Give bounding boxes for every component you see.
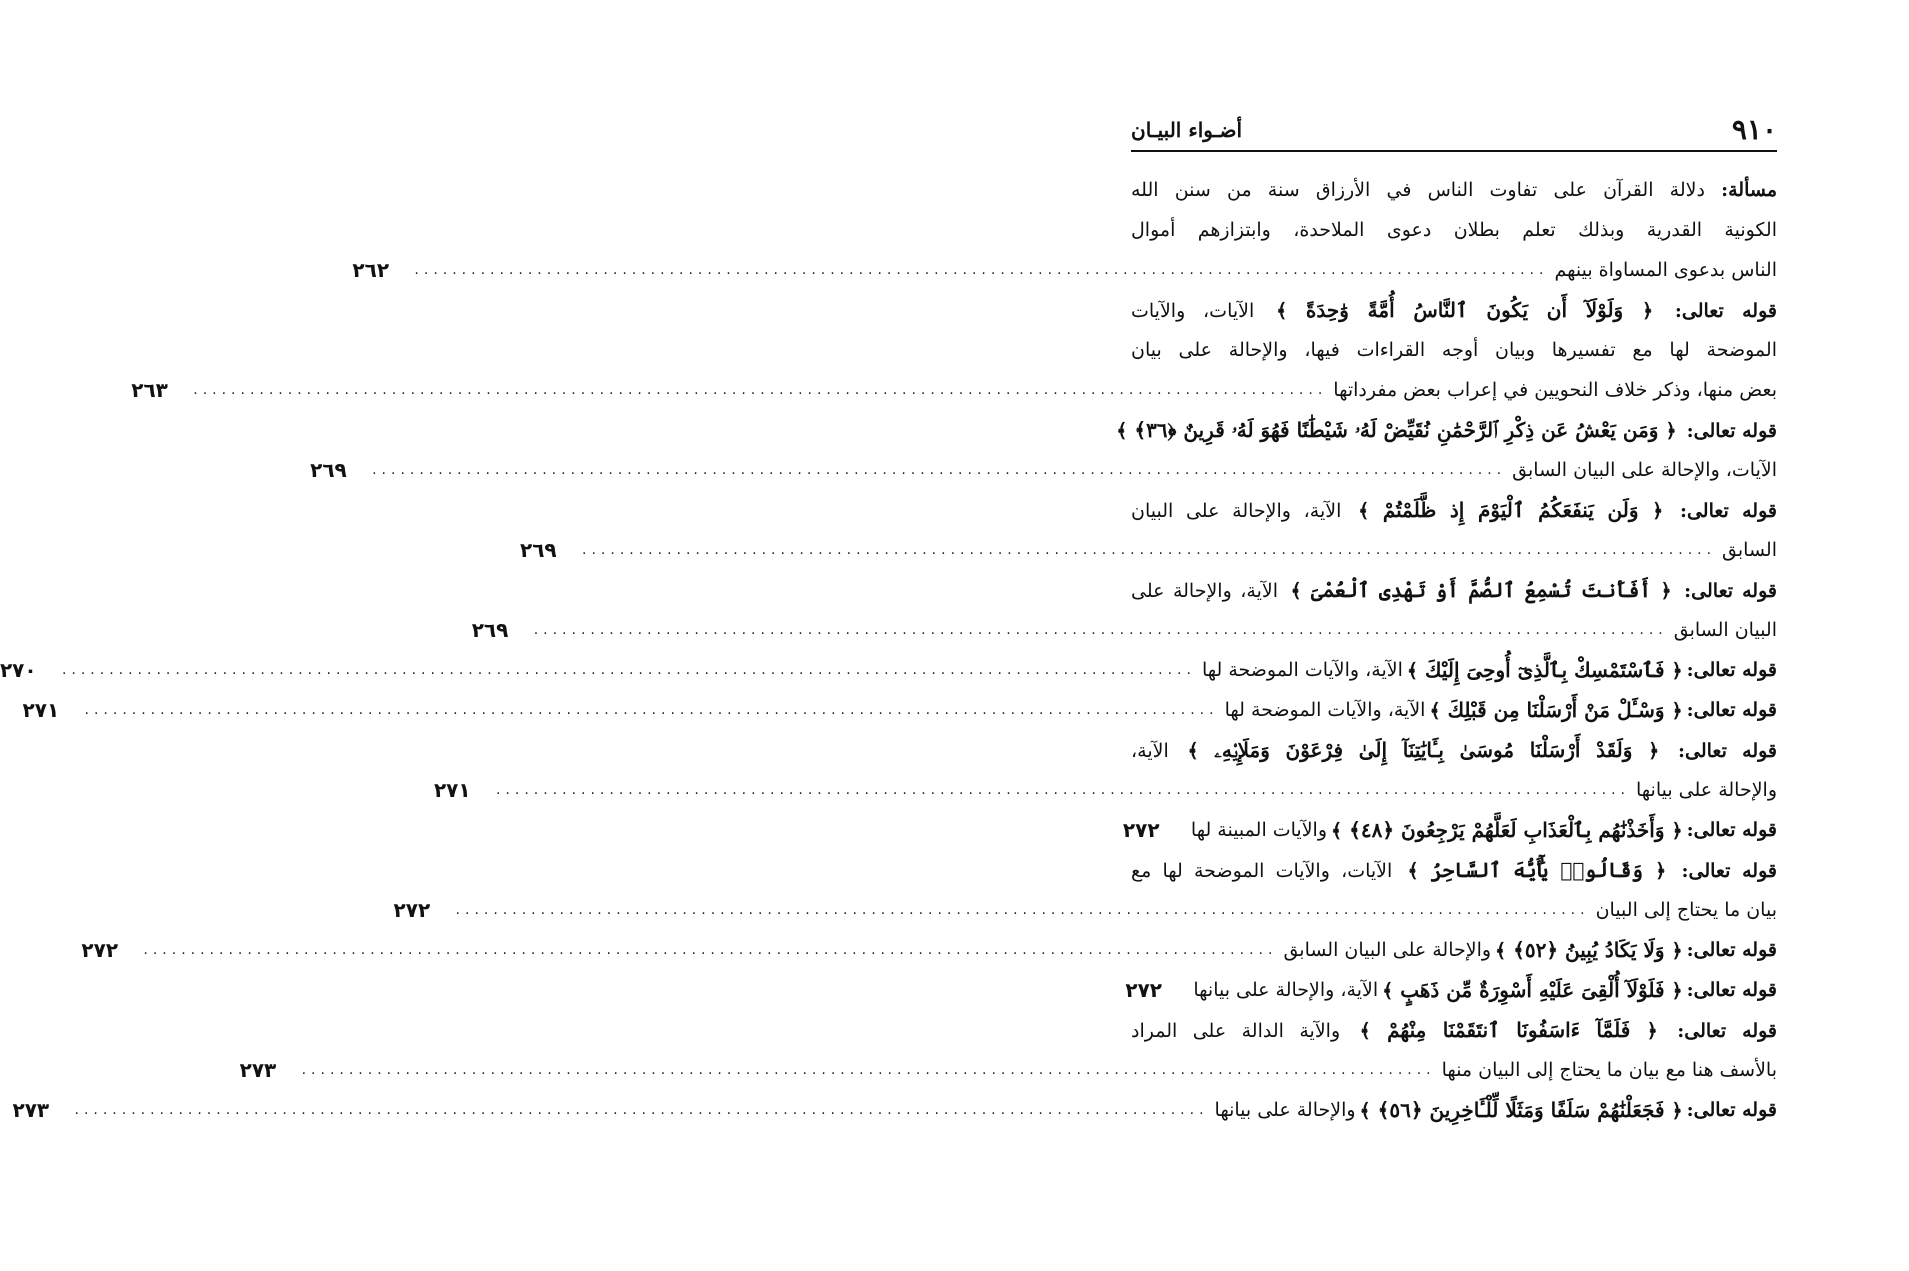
verse-text: وَقَالُوا۟ يَٰٓأَيُّهَ ٱلسَّاحِرُ <box>1430 857 1644 882</box>
verse-close-bracket: ﴾ <box>1429 699 1441 722</box>
verse-open-bracket: ﴿ <box>1655 859 1667 882</box>
verse-close-bracket: ﴾ <box>1116 419 1128 442</box>
entry-text: الكونية القدرية وبذلك تعلم بطلان دعوى الملاحدة، وابتزازهم أموال <box>1131 219 1777 241</box>
dot-leader: ........................................................................................................................ <box>61 662 1196 678</box>
entry-line <box>1131 490 1777 530</box>
entry-line <box>1116 410 1777 450</box>
entry-lead: قوله تعالى: <box>1686 419 1777 442</box>
entry-line <box>520 530 1777 570</box>
page-reference: ٢٧٠ <box>0 658 37 682</box>
page-reference: ٢٧٢ <box>81 938 119 962</box>
entry-line <box>352 250 1777 290</box>
page-reference: ٢٦٢ <box>352 258 390 282</box>
verse-text: وَلَقَدْ أَرْسَلْنَا مُوسَىٰ بِـَٔايَٰتِنَآ إِلَىٰ فِرْعَوْنَ وَمَلَإِي۟هِۦ <box>1214 737 1633 762</box>
quran-verse <box>1378 970 1687 1011</box>
quran-verse <box>1286 578 1675 602</box>
dot-leader: ........................................................................................................................ <box>84 702 1219 718</box>
page-reference: ٢٦٩ <box>520 538 557 562</box>
verse-open-bracket: ﴿ <box>1671 699 1683 722</box>
entry-after-verse: الآية، <box>1131 739 1169 762</box>
verse-open-bracket: ﴿ <box>1641 299 1654 322</box>
page-reference: ٢٦٣ <box>131 378 168 402</box>
page-reference: ٢٧٢ <box>1125 978 1162 1002</box>
entry-first-line <box>1131 490 1777 531</box>
verse-text: أَفَأَنتَ تُسْمِعُ ٱلصُّمَّ أَوْ تَهْدِى ٱلْعُمْىَ <box>1311 577 1652 602</box>
entry-lead: قوله تعالى: <box>1677 739 1778 762</box>
index-entries <box>0 170 1778 1130</box>
verse-close-bracket: ﴾ <box>1407 859 1419 882</box>
index-entry <box>1125 970 1777 1010</box>
entry-text: دلالة القرآن على تفاوت الناس في الأرزاق سنة من سنن الله <box>1131 179 1705 201</box>
quran-verse <box>1356 1090 1687 1131</box>
index-entry <box>471 570 1777 650</box>
quran-verse <box>1354 498 1667 522</box>
verse-open-bracket: ﴿ <box>1646 1019 1658 1042</box>
dot-leader: ........................................................................................................................ <box>495 782 1630 798</box>
page-number: ٩١٠ <box>1731 113 1777 146</box>
page-reference: ٢٦٩ <box>310 458 347 482</box>
entry-lead: قوله تعالى: <box>1684 579 1777 602</box>
index-entry <box>393 850 1777 930</box>
running-title: أضـواء البيـان <box>1131 118 1243 142</box>
entry-first-line <box>1131 570 1777 611</box>
verse-text: وَلَا يَكَادُ يُبِينُ ﴿٥٢﴾ <box>1513 937 1665 962</box>
entry-line <box>1131 1010 1777 1050</box>
entry-first-line <box>1131 850 1777 891</box>
page-reference: ٢٧٢ <box>393 898 431 922</box>
dot-leader: ........................................................................................................................ <box>533 622 1668 638</box>
verse-open-bracket: ﴿ <box>1671 819 1683 842</box>
verse-open-bracket: ﴿ <box>1671 979 1683 1002</box>
entry-first-line <box>1131 170 1777 210</box>
entry-after-verse: الآية، والإحالة على <box>1131 579 1278 602</box>
dot-leader: ........................................................................................................................ <box>414 262 1549 278</box>
dot-leader: ........................................................................................................................ <box>582 542 1717 558</box>
entry-tail: والآيات المبينة لها <box>1190 819 1328 841</box>
dot-leader: ........................................................................................................................ <box>372 462 1507 478</box>
verse-close-bracket: ﴾ <box>1359 1019 1371 1042</box>
verse-open-bracket: ﴿ <box>1660 579 1672 602</box>
verse-close-bracket: ﴾ <box>1276 299 1288 322</box>
page-reference: ٢٧٣ <box>12 1098 50 1122</box>
entry-line <box>1131 170 1777 210</box>
entry-line <box>1122 810 1777 850</box>
entry-line <box>1131 330 1777 370</box>
entry-line <box>1131 290 1777 330</box>
page-reference: ٢٧١ <box>433 778 471 802</box>
entry-line <box>81 930 1777 970</box>
entry-tail: الآية، والآيات الموضحة لها <box>1224 699 1426 721</box>
entry-text: السابق <box>1722 539 1777 561</box>
entry-lead: قوله تعالى: <box>1686 699 1777 721</box>
verse-open-bracket: ﴿ <box>1671 1099 1683 1122</box>
entry-lead: قوله تعالى: <box>1686 659 1777 681</box>
dot-leader: ........................................................................................................................ <box>301 1062 1436 1078</box>
verse-open-bracket: ﴿ <box>1648 739 1660 762</box>
index-entry <box>22 690 1777 730</box>
entry-line <box>1131 850 1777 890</box>
quran-verse <box>1491 930 1687 971</box>
entry-text: الناس بدعوى المساواة بينهم <box>1554 259 1777 281</box>
index-entry <box>352 170 1777 290</box>
entry-line <box>1131 570 1777 610</box>
quran-verse <box>1403 858 1670 882</box>
entry-lead: قوله تعالى: <box>1677 1019 1778 1042</box>
dot-leader: ........................................................................................................................ <box>74 1102 1209 1118</box>
entry-lead: قوله تعالى: <box>1674 299 1777 322</box>
quran-verse <box>1425 690 1686 731</box>
entry-first-line <box>1131 730 1777 771</box>
entry-line <box>0 650 1777 690</box>
verse-close-bracket: ﴾ <box>1358 499 1370 522</box>
page-reference: ٢٧٢ <box>1122 818 1160 842</box>
dot-leader: ........................................................................................................................ <box>143 942 1278 958</box>
entry-line <box>1125 970 1777 1010</box>
index-entry <box>520 490 1777 570</box>
entry-first-line <box>1116 410 1777 451</box>
verse-close-bracket: ﴾ <box>1290 579 1302 602</box>
verse-text: وَلَوْلَآ أَن يَكُونَ ٱلنَّاسُ أُمَّةً وَٰحِدَةً <box>1305 297 1624 322</box>
entry-text: والإحالة على بيانها <box>1636 779 1777 801</box>
quran-verse <box>1272 298 1657 322</box>
entry-line <box>310 450 1777 490</box>
page-header <box>1131 110 1777 152</box>
entry-lead: قوله تعالى: <box>1686 819 1777 841</box>
index-entry <box>81 930 1777 970</box>
entry-tail: والإحالة على بيانها <box>1214 1099 1356 1121</box>
verse-text: وَأَخَذْنَٰهُم بِٱلْعَذَابِ لَعَلَّهُمْ يَرْجِعُونَ ﴿٤٨﴾ <box>1349 817 1665 842</box>
verse-text: وَسْـَٔلْ مَنْ أَرْسَلْنَا مِن قَبْلِكَ <box>1447 697 1665 722</box>
verse-text: فَلَمَّآ ءَاسَفُونَا ٱنتَقَمْنَا مِنْهُمْ <box>1387 1017 1631 1042</box>
entry-after-verse: والآية الدالة على المراد <box>1131 1019 1341 1042</box>
page-reference: ٢٦٩ <box>471 618 509 642</box>
index-entry <box>433 730 1778 810</box>
quran-verse <box>1356 1018 1662 1042</box>
entry-lead: مسألة: <box>1721 179 1777 201</box>
index-entry <box>1122 810 1777 850</box>
entry-text: الموضحة لها مع تفسيرها وبيان أوجه القراءات فيها، والإحالة على بيان <box>1131 339 1777 361</box>
entry-first-line <box>1131 1010 1777 1051</box>
index-entry <box>310 410 1777 490</box>
dot-leader: ........................................................................................................................ <box>193 382 1328 398</box>
index-entry <box>131 290 1777 410</box>
quran-verse <box>1403 650 1687 691</box>
entry-line <box>393 890 1777 930</box>
entry-line <box>239 1050 1777 1090</box>
verse-text: فَٱسْتَمْسِكْ بِٱلَّذِىٓ أُوحِىَ إِلَيْكَ <box>1424 657 1665 682</box>
verse-text: فَلَوْلَآ أُلْقِىَ عَلَيْهِ أَسْوِرَةٌ مِّن ذَهَبٍ <box>1400 977 1665 1002</box>
entry-first-line <box>1131 290 1777 331</box>
entry-line <box>12 1090 1777 1130</box>
quran-verse <box>1327 810 1687 851</box>
entry-after-verse: الآية، والإحالة على البيان <box>1131 499 1342 522</box>
entry-line <box>433 770 1777 810</box>
index-entry <box>239 1010 1778 1090</box>
verse-close-bracket: ﴾ <box>1331 819 1343 842</box>
entry-line <box>1131 730 1777 770</box>
entry-text: بالأسف هنا مع بيان ما يحتاج إلى البيان منها <box>1441 1059 1777 1081</box>
entry-line <box>471 610 1777 650</box>
entry-tail: الآية، والإحالة على بيانها <box>1193 979 1379 1001</box>
index-entry <box>12 1090 1777 1130</box>
page-reference: ٢٧١ <box>22 698 60 722</box>
verse-open-bracket: ﴿ <box>1665 419 1677 442</box>
verse-open-bracket: ﴿ <box>1652 499 1664 522</box>
verse-close-bracket: ﴾ <box>1495 939 1507 962</box>
entry-lead: قوله تعالى: <box>1679 499 1777 522</box>
entry-line <box>22 690 1777 730</box>
entry-line <box>1131 210 1777 250</box>
entry-tail: والإحالة على البيان السابق <box>1283 939 1492 961</box>
verse-open-bracket: ﴿ <box>1671 939 1683 962</box>
entry-lead: قوله تعالى: <box>1681 859 1777 882</box>
verse-text: وَمَن يَعْشُ عَن ذِكْرِ ٱلرَّحْمَٰنِ نُقَيِّضْ لَهُۥ شَيْطَٰنًا فَهُوَ لَهُۥ قَرِينٌ ﴿٣٦﴾ <box>1134 417 1659 442</box>
index-entry <box>0 650 1777 690</box>
verse-close-bracket: ﴾ <box>1187 739 1199 762</box>
dot-leader: ........................................................................................................................ <box>455 902 1590 918</box>
verse-close-bracket: ﴾ <box>1359 1099 1371 1122</box>
entry-text: الآيات، والإحالة على البيان السابق <box>1512 459 1777 481</box>
entry-tail: الآية، والآيات الموضحة لها <box>1201 659 1403 681</box>
entry-lead: قوله تعالى: <box>1686 1099 1777 1121</box>
entry-lead: قوله تعالى: <box>1686 939 1777 961</box>
verse-text: وَلَن يَنفَعَكُمُ ٱلْيَوْمَ إِذ ظَّلَمْتُمْ <box>1382 497 1639 522</box>
entry-lead: قوله تعالى: <box>1686 979 1777 1001</box>
quran-verse <box>1183 738 1663 762</box>
page-reference: ٢٧٣ <box>239 1058 277 1082</box>
entry-text: بيان ما يحتاج إلى البيان <box>1595 899 1777 921</box>
entry-text: البيان السابق <box>1673 619 1777 641</box>
verse-text: فَجَعَلْنَٰهُمْ سَلَفًا وَمَثَلًا لِّلْـَٔاخِرِينَ ﴿٥٦﴾ <box>1377 1097 1665 1122</box>
verse-open-bracket: ﴿ <box>1671 659 1683 682</box>
quran-verse <box>1112 418 1680 442</box>
entry-after-verse: الآيات، والآيات الموضحة لها مع <box>1131 859 1393 882</box>
verse-close-bracket: ﴾ <box>1382 979 1394 1002</box>
entry-after-verse: الآيات، والآيات <box>1131 299 1255 322</box>
entry-line <box>131 370 1777 410</box>
verse-close-bracket: ﴾ <box>1406 659 1418 682</box>
entry-text: بعض منها، وذكر خلاف النحويين في إعراب بعض مفرداتها <box>1333 379 1777 401</box>
